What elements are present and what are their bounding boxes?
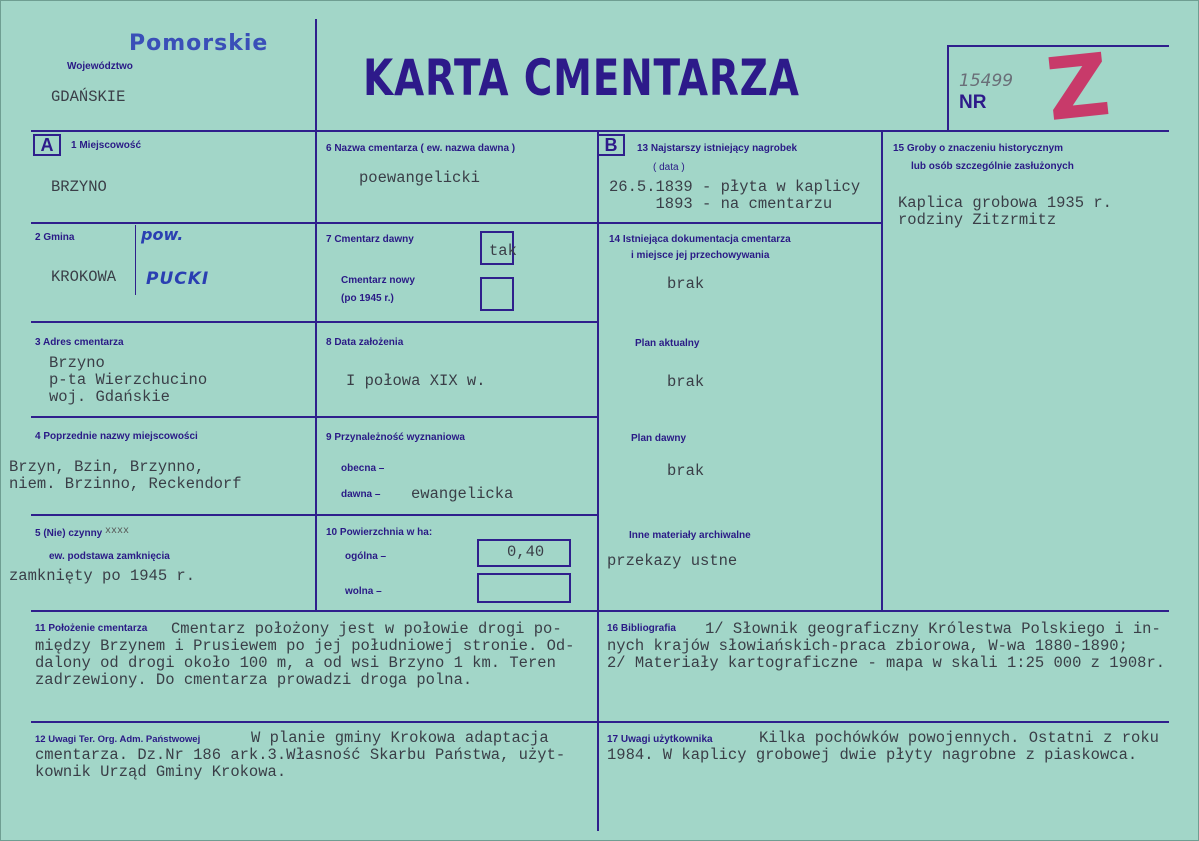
field-12-label: 12 Uwagi Ter. Org. Adm. Państwowej	[35, 734, 201, 745]
voivodeship-label: Województwo	[67, 61, 133, 72]
col-divider-3	[881, 131, 883, 611]
field-5-sub-label: ew. podstawa zamknięcia	[49, 551, 170, 562]
plan-former-label: Plan dawny	[631, 433, 687, 444]
field-16-line1: 1/ Słownik geograficzny Królestwa Polskiego i in-	[705, 620, 1161, 638]
field-3-label: 3 Adres cmentarza	[35, 337, 124, 348]
field-7-new-label-2: (po 1945 r.)	[341, 293, 394, 304]
field-7-label: 7 Cmentarz dawny	[326, 234, 414, 245]
field-11-rest: między Brzynem i Prusiewem po jej południowej stronie. Od- dalony od drogi około 100 m, a od wsi Brzyno 1 km. Teren zadrzewiony. Do cmentarza prowadzi droga polna.	[35, 637, 575, 689]
field-9-current-label: obecna –	[341, 463, 385, 474]
field-6-label: 6 Nazwa cmentarza ( ew. nazwa dawna )	[326, 143, 516, 154]
field-13-sub: ( data )	[653, 162, 685, 173]
field-9-label: 9 Przynależność wyznaniowa	[326, 432, 465, 443]
field-2-hand-top: pow.	[141, 225, 184, 244]
field-16-label: 16 Bibliografia	[607, 623, 676, 634]
field-8-label: 8 Data założenia	[326, 337, 404, 348]
field-17-label: 17 Uwagi użytkownika	[607, 734, 713, 745]
row-rule-1	[31, 222, 598, 224]
field-17-line1: Kilka pochówków powojennych. Ostatni z roku	[759, 729, 1159, 747]
voivodeship-value: GDAŃSKIE	[51, 88, 126, 106]
field-2-label: 2 Gmina	[35, 232, 75, 243]
voivodeship-handwritten: Pomorskie	[129, 31, 269, 56]
field-5-value: zamknięty po 1945 r.	[9, 567, 196, 585]
nr-label: NR	[959, 92, 987, 113]
field-5-struck: xxxx	[105, 526, 130, 537]
row-rule-2	[31, 321, 598, 323]
other-materials-value: przekazy ustne	[607, 552, 738, 570]
section-b-marker: B	[597, 134, 625, 156]
page-title: KARTA CMENTARZA	[363, 49, 800, 107]
field-9-former-value: ewangelicka	[411, 485, 514, 503]
field-1-value: BRZYNO	[51, 178, 107, 196]
field-2-divider	[135, 225, 136, 295]
field-10-free-box	[477, 573, 571, 603]
field-13-value: 26.5.1839 - płyta w kaplicy 1893 - na cmentarzu	[609, 178, 861, 213]
field-6-value: poewangelicki	[359, 169, 480, 187]
plan-former-value: brak	[667, 462, 705, 480]
field-11-label: 11 Położenie cmentarza	[35, 623, 148, 634]
field-9-former-label: dawna –	[341, 489, 381, 500]
field-4-label: 4 Poprzednie nazwy miejscowości	[35, 431, 198, 442]
other-materials-label: Inne materiały archiwalne	[629, 530, 751, 541]
section-a-marker: A	[33, 134, 61, 156]
field-10-total-value: 0,40	[507, 543, 545, 561]
field-10-free-label: wolna –	[345, 586, 382, 597]
field-13-label: 13 Najstarszy istniejący nagrobek	[637, 143, 798, 154]
field-14-label-2: i miejsce jej przechowywania	[631, 250, 770, 261]
field-7-new-label-1: Cmentarz nowy	[341, 275, 415, 286]
field-4-value: Brzyn, Bzin, Brzynno, niem. Brzinno, Reckendorf	[9, 458, 242, 493]
field-2-hand-value: PUCKI	[146, 269, 210, 289]
field-11-line1: Cmentarz położony jest w połowie drogi po-	[171, 620, 562, 638]
field-10-total-label: ogólna –	[345, 551, 387, 562]
field-3-value: Brzyno p-ta Wierzchucino woj. Gdańskie	[49, 354, 208, 406]
field-1-label: 1 Miejscowość	[71, 140, 142, 151]
field-7-new-box	[480, 277, 514, 311]
field-8-value: I połowa XIX w.	[346, 372, 486, 390]
field-17-rest: 1984. W kaplicy grobowej dwie płyty nagrobne z piaskowca.	[607, 746, 1138, 764]
col-divider-1	[315, 131, 317, 611]
header-divider	[315, 19, 317, 131]
field-14-label-1: 14 Istniejąca dokumentacja cmentarza	[609, 234, 791, 245]
field-15-value: Kaplica grobowa 1935 r. rodziny Zitzrmitz	[898, 194, 1112, 229]
plan-current-label: Plan aktualny	[635, 338, 700, 349]
field-16-rest: nych krajów słowiańskich-praca zbiorowa, W-wa 1880-1890; 2/ Materiały kartograficzne - mapa w skali 1:25 000 z 1908r.	[607, 637, 1166, 672]
field-7-value: tak	[489, 242, 517, 260]
field-12-rest: cmentarza. Dz.Nr 186 ark.3.Własność Skarbu Państwa, użyt- kownik Urząd Gminy Krokowa.	[35, 746, 566, 781]
nr-handwritten: 15499	[959, 71, 1014, 91]
row-rule-6	[31, 721, 1169, 723]
field-14-value: brak	[667, 275, 705, 293]
field-15-label-1: 15 Groby o znaczeniu historycznym	[893, 143, 1064, 154]
row-rule-4	[31, 514, 598, 516]
field-12-line1: W planie gminy Krokowa adaptacja	[251, 729, 549, 747]
b-col-rule	[598, 222, 882, 224]
col-divider-2	[597, 131, 599, 831]
field-15-label-2: lub osób szczególnie zasłużonych	[911, 161, 1074, 172]
field-5-label: 5 (Nie) czynny	[35, 528, 103, 539]
plan-current-value: brak	[667, 373, 705, 391]
field-2-value: KROKOWA	[51, 268, 117, 286]
z-stamp: Z	[1041, 35, 1115, 141]
row-rule-5	[31, 610, 1169, 612]
field-10-label: 10 Powierzchnia w ha:	[326, 527, 433, 538]
row-rule-3	[31, 416, 598, 418]
